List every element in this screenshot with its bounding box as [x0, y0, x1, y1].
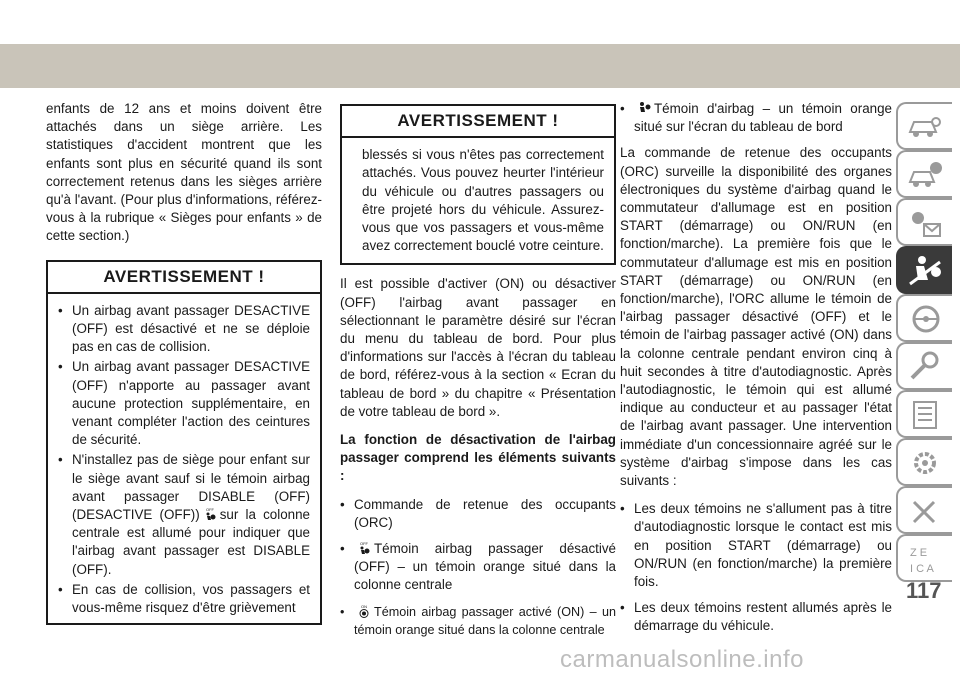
section-heading: La fonction de désactivation de l'airbag passager comprend les éléments suivants :: [340, 432, 616, 484]
page-number: 117: [906, 578, 942, 603]
list-item: [620, 100, 892, 136]
index-icon: [906, 542, 944, 576]
warning-item-tail: sur la colonne centrale est allumé pour indiquer que l'airbag avant passager est DISABLE (OFF).: [72, 507, 311, 577]
header-band: [0, 44, 960, 86]
svg-text:OFF: • OFF: [360, 541, 368, 547]
tab-settings[interactable]: [896, 438, 952, 486]
tab-car-info[interactable]: [896, 102, 952, 150]
tab-index[interactable]: [896, 534, 952, 582]
checklist-icon: [906, 398, 944, 432]
paragraph: Il est possible d'activer (ON) ou désactiver (OFF) l'airbag avant passager en sélectionnant le paramètre désiré sur l'écran du menu du tableau de bord. Pour plus d'informations sur l'accès à l'écran du tableau de bord, référez-vous à la section « Ecran du tableau de bord » du chapitre « Présentation de votre tableau de bord ».: [340, 276, 616, 419]
warning-item: • En cas de collision, vos passagers et vous-même risquez d'être grièvement: [58, 581, 310, 617]
svg-text:I C A: I C A: [910, 563, 934, 575]
warning-box-2: [340, 104, 616, 265]
list-item: • Les deux témoins restent allumés après le démarrage du véhicule.: [620, 599, 892, 635]
footer-watermark: carmanualsonline.info: [560, 646, 804, 673]
warning-item: [58, 451, 310, 578]
indicator-list: [620, 100, 892, 136]
warning-item: • Un airbag avant passager DESACTIVE (OFF) n'apporte au passager avant aucune protection supplémentaire, en venant compléter l'action des ceintures de sécurité.: [58, 358, 310, 449]
list-item-text: Témoin airbag passager désactivé (OFF) – un témoin orange situé dans la colonne centrale: [354, 541, 616, 593]
tab-wrench[interactable]: [896, 342, 952, 390]
column-3: [620, 100, 892, 644]
list-item: [340, 540, 616, 595]
warning-lights-icon: [906, 206, 944, 240]
column-2: [340, 100, 616, 647]
tab-car-alert[interactable]: [896, 150, 952, 198]
airbag-warning-icon: [637, 101, 651, 115]
tools-icon: [906, 494, 944, 528]
airbag-off-icon: [203, 507, 217, 521]
list-item: • Commande de retenue des occupants (ORC): [340, 496, 616, 532]
warning-title: AVERTISSEMENT !: [48, 262, 320, 294]
steering-wheel-icon: [906, 302, 944, 336]
airbag-off-icon: [357, 541, 371, 555]
airbag-on-icon: [357, 604, 371, 618]
gear-icon: [906, 446, 944, 480]
seat-airbag-icon: [906, 254, 944, 288]
warning-list: [48, 302, 320, 617]
tab-tools[interactable]: [896, 486, 952, 534]
tab-steering[interactable]: [896, 294, 952, 342]
tab-seat-airbag[interactable]: [896, 246, 952, 294]
condition-list: [620, 500, 892, 635]
header-line: [0, 86, 960, 88]
column-1: [46, 100, 322, 625]
svg-text:ON: • ON: [361, 603, 367, 609]
list-item: [340, 603, 616, 639]
tab-warning-lights[interactable]: [896, 198, 952, 246]
svg-text:OFF: OFF: [205, 507, 214, 513]
list-item: • Les deux témoins ne s'allument pas à titre d'autodiagnostic lorsque le contact est mis en position START (démarrage) ou ON/RUN (en fonction/marche) la première fois.: [620, 500, 892, 591]
feature-list: [340, 496, 616, 639]
list-item-text: Témoin airbag passager activé (ON) – un témoin orange situé dans la colonne centrale: [354, 604, 616, 637]
warning-title: AVERTISSEMENT !: [342, 106, 614, 138]
wrench-icon: [906, 350, 944, 384]
warning-text: blessés si vous n'êtes pas correctement attachés. Vous pouvez heurter l'intérieur du véhicule ou d'autres passagers ou être projeté hors du véhicule. Assurez-vous que vos passagers et vous-même avez correctement bouclé votre ceinture.: [362, 147, 604, 254]
car-info-icon: [906, 110, 944, 144]
tab-maintenance[interactable]: [896, 390, 952, 438]
svg-text:Z E: Z E: [910, 547, 928, 559]
warning-item: • Un airbag avant passager DESACTIVE (OFF) est désactivé et ne se déploie pas en cas de collision.: [58, 302, 310, 357]
warning-box-1: [46, 260, 322, 626]
car-alert-icon: [906, 158, 944, 192]
intro-paragraph: enfants de 12 ans et moins doivent être attachés dans un siège arrière. Les statistiques d'accident montrent que les enfants sont plus en sécurité quand ils sont correctement retenus dans les sièges arrière qu'à l'avant. (Pour plus d'informations, référez-vous à la rubrique « Sièges pour enfants » de cette section.): [46, 101, 322, 244]
list-item-text: Témoin d'airbag – un témoin orange situé sur l'écran du tableau de bord: [634, 101, 892, 135]
warning-item-text: N'installez pas de siège pour enfant sur le siège avant sauf si le témoin airbag avant passager DISABLE (OFF) (DESACTIVE (OFF)): [72, 452, 310, 523]
paragraph: La commande de retenue des occupants (ORC) surveille la disponibilité des organes électroniques du système d'airbag quand le commutateur d'allumage est en position START (démarrage) ou ON/RUN (en fonction/marche). La première fois que le commutateur d'allumage est mis en position START (démarrage) ou ON/RUN (en fonction/marche), l'ORC allume le témoin de l'airbag passager désactivé (OFF) et le témoin de l'airbag passager activé (ON) dans la colonne centrale pendant environ cinq à huit secondes à titre d'autodiagnostic. Après l'autodiagnostic, le témoin qui est allumé indique au conducteur et au passager l'état de l'airbag avant passager. Une intervention immédiate d'un concessionnaire agréé sur le système d'airbag s'impose dans les cas suivants :: [620, 145, 892, 489]
